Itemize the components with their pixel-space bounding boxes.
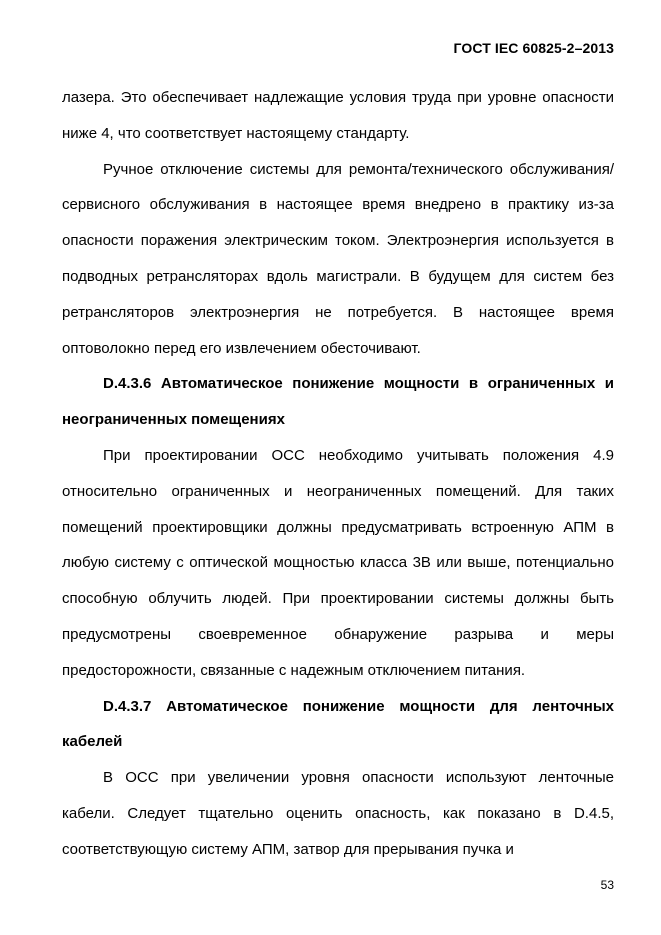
section-heading-d436: D.4.3.6 Автоматическое понижение мощности в ограниченных и неограниченных помещениях xyxy=(62,375,614,429)
paragraph-manual-shutdown: Ручное отключение системы для ремонта/технического обслуживания/сервисного обслуживания в настоящее время внедрено в практику из-за опасности поражения электрическим током. Электроэнергия используется в подводных ретрансляторах вдоль магистрали. В будущем для систем без ретрансляторов электроэнергия не потребуется. В настоящее время оптоволокно перед его извлечением обесточивают. xyxy=(62,160,614,357)
document-body xyxy=(62,80,614,868)
paragraph-continuation: лазера. Это обеспечивает надлежащие условия труда при уровне опасности ниже 4, что соответствует настоящему стандарту. xyxy=(62,89,614,142)
paragraph-ribbon-cables: В ОСС при увеличении уровня опасности используют ленточные кабели. Следует тщательно оценить опасность, как показано в D.4.5, соответствующую систему АПМ, затвор для прерывания пучка и xyxy=(62,769,614,858)
document-header: ГОСТ IEC 60825-2–2013 xyxy=(453,40,614,56)
page-number: 53 xyxy=(600,878,614,892)
section-heading-d437: D.4.3.7 Автоматическое понижение мощности для ленточных кабелей xyxy=(62,697,614,751)
paragraph-occ-design: При проектировании ОСС необходимо учитывать положения 4.9 относительно ограниченных и неограниченных помещений. Для таких помещений проектировщики должны предусматривать встроенную АПМ в любую систему с оптической мощностью класса 3В или выше, потенциально способную облучить людей. При проектировании системы должны быть предусмотрены своевременное обнаружение разрыва и меры предосторожности, связанные с надежным отключением питания. xyxy=(62,446,614,679)
